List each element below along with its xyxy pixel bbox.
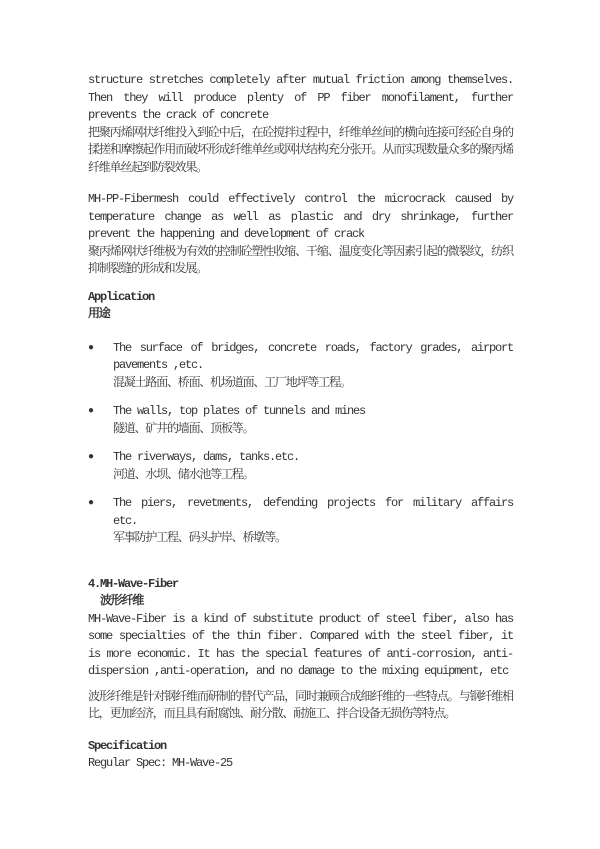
bullet-icon: ●: [88, 498, 93, 509]
bullet-text-zh: 军事防护工程、码头护岸、桥墩等。: [113, 531, 286, 545]
application-bullet-list: [88, 340, 513, 548]
paragraph-pp-structure-zh: 把聚丙烯网状纤维投入到砼中后，在砼搅拌过程中，纤维单丝间的横向连接可经砼自身的揉搓和摩擦起作用而破坏形成纤维单丝或网状结构充分张开。从而实现数量众多的聚丙烯纤维单丝起到防裂效果。: [88, 125, 513, 175]
regular-spec-line: Regular Spec: MH-Wave-25: [88, 756, 233, 770]
application-heading-zh: 用途: [88, 307, 110, 321]
bullet-text-en: The surface of bridges, concrete roads, factory grades, airport pavements ,etc.: [113, 340, 513, 372]
bullet-text-zh: 混凝土路面、桥面、机场道面、工厂地坪等工程。: [113, 375, 351, 390]
list-item: [88, 340, 513, 393]
paragraph-pp-structure-en: structure stretches completely after mutual friction among themselves. Then they will produce plenty of PP fiber monofilament, further prevents the crack of concrete: [88, 73, 513, 122]
bullet-text-en: The riverways, dams, tanks.etc.: [113, 450, 300, 464]
paragraph-pp-structure: [88, 72, 513, 177]
bullet-text: [113, 403, 513, 438]
bullet-text-zh: 隧道、矿井的墙面、顶板等。: [113, 421, 254, 436]
bullet-icon: ●: [88, 406, 93, 417]
bullet-text: [113, 340, 513, 393]
section4-title-zh: 波形纤维: [100, 594, 144, 608]
list-item: [88, 403, 513, 438]
section4-block: [88, 576, 513, 724]
bullet-text: [113, 449, 513, 484]
section4-title: 4.MH-Wave-Fiber: [88, 576, 179, 591]
bullet-text-en: The piers, revetments, defending projects for military affairs etc.: [113, 496, 513, 528]
bullet-icon: ●: [88, 452, 93, 463]
paragraph-fibermesh-control: [88, 191, 513, 279]
paragraph-fibermesh-control-en: MH-PP-Fibermesh could effectively control the microcrack caused by temperature change as well as plastic and dry shrinkage, further prevent the happening and development of crack: [88, 192, 513, 241]
list-item: [88, 449, 513, 484]
specification-heading: Specification: [88, 738, 167, 753]
section4-body-zh: 波形纤维是针对钢纤维而研制的替代产品，同时兼顾合成细纤维的一些特点。与钢纤维相比，更加经济，而且具有耐腐蚀、耐分散、耐施工、拌合设备无损伤等特点。: [88, 689, 513, 721]
bullet-text-en: The walls, top plates of tunnels and mines: [113, 404, 366, 418]
bullet-icon: ●: [88, 342, 93, 354]
specification-block: [88, 738, 513, 773]
application-heading-block: [88, 289, 513, 324]
bullet-text: [113, 495, 513, 548]
paragraph-fibermesh-control-zh: 聚丙烯网状纤维极为有效的控制砼塑性收缩、干缩、温度变化等因素引起的微裂纹，纺织抑制裂缝的形成和发展。: [88, 244, 513, 276]
list-item: [88, 495, 513, 548]
application-heading-en: Application: [88, 289, 155, 304]
bullet-text-zh: 河道、水坝、储水池等工程。: [113, 467, 254, 482]
section4-body-en: MH-Wave-Fiber is a kind of substitute product of steel fiber, also has some specialties of the thin fiber. Compared with the steel fiber, it is more economic. It has the special features of anti-corrosion, anti-dispersion ,anti-operation, and no damage to the mixing equipment, etc: [88, 611, 513, 678]
